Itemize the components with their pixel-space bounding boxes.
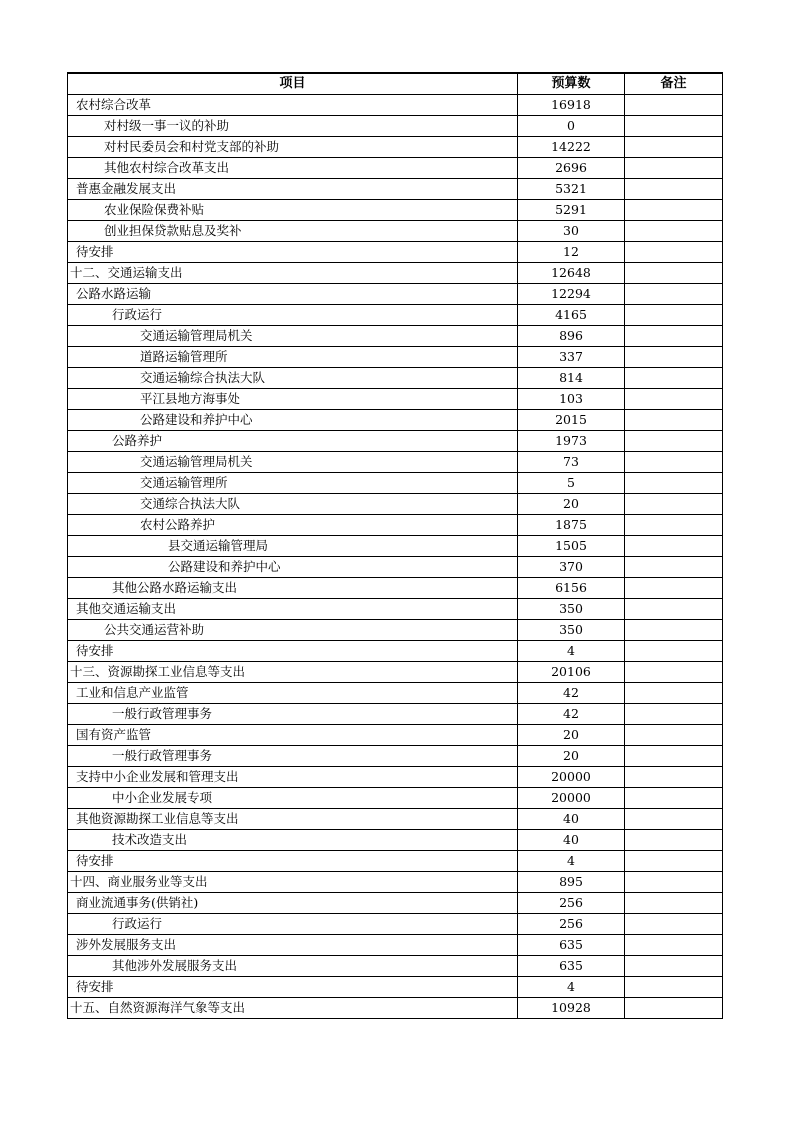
row-note xyxy=(625,515,723,536)
row-amount: 20 xyxy=(518,494,625,515)
row-amount: 42 xyxy=(518,683,625,704)
row-item-label: 道路运输管理所 xyxy=(68,347,518,368)
row-amount: 10928 xyxy=(518,998,625,1019)
row-item-label: 技术改造支出 xyxy=(68,830,518,851)
table-row xyxy=(68,683,723,704)
row-note xyxy=(625,221,723,242)
row-amount: 2696 xyxy=(518,158,625,179)
row-note xyxy=(625,641,723,662)
table-row xyxy=(68,704,723,725)
row-note xyxy=(625,536,723,557)
table-row xyxy=(68,599,723,620)
row-note xyxy=(625,473,723,494)
row-item-label: 交通运输管理局机关 xyxy=(68,326,518,347)
row-amount: 1505 xyxy=(518,536,625,557)
row-item-label: 待安排 xyxy=(68,977,518,998)
budget-table xyxy=(67,72,723,1019)
row-item-label: 其他农村综合改革支出 xyxy=(68,158,518,179)
row-amount: 30 xyxy=(518,221,625,242)
row-item-label: 交通运输管理所 xyxy=(68,473,518,494)
row-amount: 12 xyxy=(518,242,625,263)
table-row xyxy=(68,746,723,767)
row-item-label: 创业担保贷款贴息及奖补 xyxy=(68,221,518,242)
row-amount: 4 xyxy=(518,851,625,872)
row-amount: 103 xyxy=(518,389,625,410)
row-note xyxy=(625,599,723,620)
row-amount: 895 xyxy=(518,872,625,893)
row-note xyxy=(625,767,723,788)
table-row xyxy=(68,725,723,746)
row-item-label: 十四、商业服务业等支出 xyxy=(68,872,518,893)
row-note xyxy=(625,935,723,956)
table-row xyxy=(68,620,723,641)
row-amount: 4 xyxy=(518,977,625,998)
row-amount: 20 xyxy=(518,746,625,767)
row-amount: 5321 xyxy=(518,179,625,200)
row-note xyxy=(625,830,723,851)
row-note xyxy=(625,452,723,473)
row-item-label: 公路养护 xyxy=(68,431,518,452)
row-amount: 20000 xyxy=(518,788,625,809)
row-item-label: 待安排 xyxy=(68,851,518,872)
table-row xyxy=(68,137,723,158)
row-amount: 73 xyxy=(518,452,625,473)
table-row xyxy=(68,95,723,116)
row-note xyxy=(625,95,723,116)
row-note xyxy=(625,893,723,914)
row-amount: 12648 xyxy=(518,263,625,284)
row-amount: 635 xyxy=(518,935,625,956)
header-item: 项目 xyxy=(68,73,518,95)
row-note xyxy=(625,263,723,284)
table-row xyxy=(68,893,723,914)
row-item-label: 交通综合执法大队 xyxy=(68,494,518,515)
row-amount: 256 xyxy=(518,914,625,935)
table-row xyxy=(68,914,723,935)
row-item-label: 农村公路养护 xyxy=(68,515,518,536)
row-amount: 40 xyxy=(518,809,625,830)
table-row xyxy=(68,221,723,242)
row-amount: 256 xyxy=(518,893,625,914)
row-item-label: 其他资源勘探工业信息等支出 xyxy=(68,809,518,830)
row-item-label: 其他涉外发展服务支出 xyxy=(68,956,518,977)
row-item-label: 其他公路水路运输支出 xyxy=(68,578,518,599)
table-row xyxy=(68,935,723,956)
row-amount: 350 xyxy=(518,620,625,641)
row-item-label: 交通运输综合执法大队 xyxy=(68,368,518,389)
table-row xyxy=(68,284,723,305)
row-note xyxy=(625,116,723,137)
row-note xyxy=(625,305,723,326)
table-row xyxy=(68,200,723,221)
table-row xyxy=(68,557,723,578)
row-item-label: 农业保险保费补贴 xyxy=(68,200,518,221)
row-note xyxy=(625,578,723,599)
row-note xyxy=(625,662,723,683)
row-amount: 1875 xyxy=(518,515,625,536)
row-amount: 5 xyxy=(518,473,625,494)
row-note xyxy=(625,347,723,368)
row-amount: 14222 xyxy=(518,137,625,158)
row-amount: 42 xyxy=(518,704,625,725)
row-note xyxy=(625,809,723,830)
row-item-label: 十三、资源勘探工业信息等支出 xyxy=(68,662,518,683)
row-item-label: 交通运输管理局机关 xyxy=(68,452,518,473)
row-note xyxy=(625,704,723,725)
row-item-label: 行政运行 xyxy=(68,305,518,326)
row-amount: 4 xyxy=(518,641,625,662)
table-row xyxy=(68,116,723,137)
row-item-label: 支持中小企业发展和管理支出 xyxy=(68,767,518,788)
row-item-label: 十五、自然资源海洋气象等支出 xyxy=(68,998,518,1019)
table-body xyxy=(68,95,723,1019)
row-note xyxy=(625,998,723,1019)
row-note xyxy=(625,494,723,515)
row-item-label: 国有资产监管 xyxy=(68,725,518,746)
row-item-label: 公共交通运营补助 xyxy=(68,620,518,641)
row-note xyxy=(625,410,723,431)
row-item-label: 县交通运输管理局 xyxy=(68,536,518,557)
row-amount: 40 xyxy=(518,830,625,851)
table-row xyxy=(68,431,723,452)
table-row xyxy=(68,788,723,809)
row-note xyxy=(625,431,723,452)
table-row xyxy=(68,263,723,284)
table-row xyxy=(68,242,723,263)
table-row xyxy=(68,158,723,179)
row-note xyxy=(625,158,723,179)
table-row xyxy=(68,641,723,662)
table-row xyxy=(68,956,723,977)
row-item-label: 普惠金融发展支出 xyxy=(68,179,518,200)
row-item-label: 对村级一事一议的补助 xyxy=(68,116,518,137)
row-item-label: 商业流通事务(供销社) xyxy=(68,893,518,914)
row-amount: 20000 xyxy=(518,767,625,788)
budget-page xyxy=(67,72,722,1019)
row-note xyxy=(625,683,723,704)
row-note xyxy=(625,725,723,746)
row-amount: 20106 xyxy=(518,662,625,683)
table-header-row xyxy=(68,73,723,95)
table-row xyxy=(68,452,723,473)
row-amount: 6156 xyxy=(518,578,625,599)
row-item-label: 农村综合改革 xyxy=(68,95,518,116)
row-note xyxy=(625,872,723,893)
header-note: 备注 xyxy=(625,73,723,95)
table-row xyxy=(68,494,723,515)
row-amount: 635 xyxy=(518,956,625,977)
row-item-label: 工业和信息产业监管 xyxy=(68,683,518,704)
table-row xyxy=(68,851,723,872)
row-amount: 350 xyxy=(518,599,625,620)
row-note xyxy=(625,620,723,641)
table-row xyxy=(68,410,723,431)
table-row xyxy=(68,473,723,494)
row-note xyxy=(625,746,723,767)
table-row xyxy=(68,767,723,788)
row-item-label: 一般行政管理事务 xyxy=(68,704,518,725)
row-amount: 4165 xyxy=(518,305,625,326)
row-item-label: 行政运行 xyxy=(68,914,518,935)
row-note xyxy=(625,284,723,305)
table-row xyxy=(68,830,723,851)
row-note xyxy=(625,326,723,347)
row-item-label: 公路建设和养护中心 xyxy=(68,410,518,431)
row-amount: 370 xyxy=(518,557,625,578)
row-amount: 0 xyxy=(518,116,625,137)
row-note xyxy=(625,389,723,410)
row-item-label: 其他交通运输支出 xyxy=(68,599,518,620)
row-item-label: 待安排 xyxy=(68,641,518,662)
table-row xyxy=(68,326,723,347)
row-note xyxy=(625,977,723,998)
row-amount: 814 xyxy=(518,368,625,389)
row-item-label: 公路建设和养护中心 xyxy=(68,557,518,578)
table-row xyxy=(68,536,723,557)
row-amount: 1973 xyxy=(518,431,625,452)
row-item-label: 对村民委员会和村党支部的补助 xyxy=(68,137,518,158)
row-item-label: 涉外发展服务支出 xyxy=(68,935,518,956)
row-amount: 16918 xyxy=(518,95,625,116)
row-note xyxy=(625,956,723,977)
row-item-label: 中小企业发展专项 xyxy=(68,788,518,809)
row-note xyxy=(625,368,723,389)
row-amount: 5291 xyxy=(518,200,625,221)
table-row xyxy=(68,368,723,389)
row-item-label: 十二、交通运输支出 xyxy=(68,263,518,284)
row-amount: 337 xyxy=(518,347,625,368)
row-note xyxy=(625,242,723,263)
row-item-label: 公路水路运输 xyxy=(68,284,518,305)
table-row xyxy=(68,662,723,683)
table-row xyxy=(68,389,723,410)
table-row xyxy=(68,872,723,893)
table-row xyxy=(68,179,723,200)
row-item-label: 一般行政管理事务 xyxy=(68,746,518,767)
table-row xyxy=(68,809,723,830)
row-note xyxy=(625,200,723,221)
table-row xyxy=(68,998,723,1019)
table-row xyxy=(68,347,723,368)
row-note xyxy=(625,137,723,158)
row-amount: 20 xyxy=(518,725,625,746)
row-note xyxy=(625,179,723,200)
row-item-label: 待安排 xyxy=(68,242,518,263)
row-item-label: 平江县地方海事处 xyxy=(68,389,518,410)
row-note xyxy=(625,914,723,935)
row-note xyxy=(625,788,723,809)
row-note xyxy=(625,851,723,872)
table-row xyxy=(68,515,723,536)
table-row xyxy=(68,578,723,599)
row-amount: 896 xyxy=(518,326,625,347)
row-note xyxy=(625,557,723,578)
row-amount: 12294 xyxy=(518,284,625,305)
header-amount: 预算数 xyxy=(518,73,625,95)
row-amount: 2015 xyxy=(518,410,625,431)
table-row xyxy=(68,305,723,326)
table-row xyxy=(68,977,723,998)
